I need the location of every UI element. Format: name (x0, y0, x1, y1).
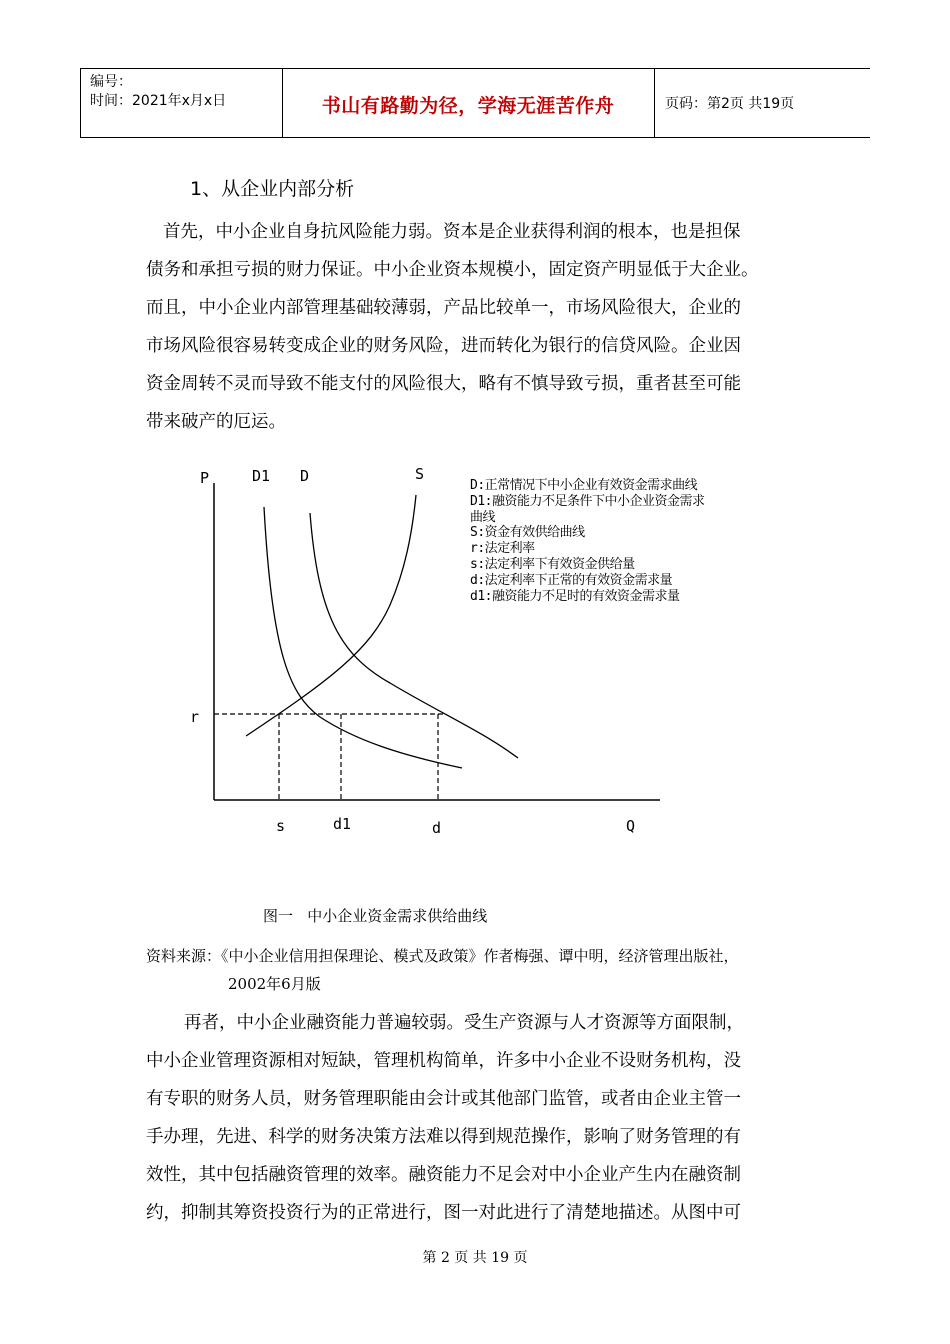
paragraph-line: 而且，中小企业内部管理基础较薄弱，产品比较单一，市场风险很大，企业的 (146, 298, 741, 318)
legend-item: d:法定利率下正常的有效资金需求量 (470, 572, 673, 588)
y-axis-label: P (200, 469, 210, 487)
paragraph-line: 债务和承担亏损的财力保证。中小企业资本规模小，固定资产明显低于大企业。 (146, 260, 759, 280)
d1-tick-label: d1 (333, 815, 352, 833)
paragraph-line: 首先，中小企业自身抗风险能力弱。资本是企业获得利润的根本，也是担保 (163, 222, 741, 242)
date-label: 时间：2021年x月x日 (90, 93, 227, 109)
page-footer: 第 2 页 共 19 页 (422, 1250, 528, 1266)
figure-caption: 图一 中小企业资金需求供给曲线 (263, 907, 488, 925)
paragraph-line: 有专职的财务人员，财务管理职能由会计或其他部门监管，或者由企业主管一 (146, 1089, 741, 1109)
d-tick-label: d (432, 819, 442, 837)
number-label: 编号： (90, 74, 132, 90)
legend-item: S:资金有效供给曲线 (470, 525, 585, 541)
legend-item: D:正常情况下中小企业有效资金需求曲线 (470, 478, 698, 493)
legend-item: d1:融资能力不足时的有效资金需求量 (470, 588, 680, 604)
d1-curve-label: D1 (252, 467, 271, 485)
paragraph-line: 中小企业管理资源相对短缺，管理机构简单，许多中小企业不设财务机构，没 (146, 1051, 741, 1071)
paragraph-line: 效性，其中包括融资管理的效率。融资能力不足会对中小企业产生内在融资制 (146, 1165, 741, 1185)
x-axis-label: Q (626, 817, 636, 835)
d1-curve (264, 507, 462, 768)
legend-item: s:法定利率下有效资金供给量 (470, 556, 635, 572)
legend-item: r:法定利率 (470, 541, 535, 557)
paragraph-line: 再者，中小企业融资能力普遍较弱。受生产资源与人才资源等方面限制， (184, 1013, 744, 1033)
paragraph-line: 手办理，先进、科学的财务决策方法难以得到规范操作，影响了财务管理的有 (146, 1127, 741, 1147)
d-curve-label: D (300, 467, 310, 485)
figure-legend (470, 478, 704, 604)
legend-item: 曲线 (470, 509, 496, 525)
s-curve (246, 495, 416, 736)
s-tick-label: s (276, 817, 286, 835)
r-tick-label: r (190, 708, 200, 726)
paragraph-line: 带来破产的厄运。 (146, 412, 286, 432)
header-meta (90, 73, 226, 111)
s-curve-label: S (415, 465, 425, 483)
paragraph-line: 市场风险很容易转变成企业的财务风险，进而转化为银行的信贷风险。企业因 (146, 336, 741, 356)
paragraph-line: 约，抑制其筹资投资行为的正常进行，图一对此进行了清楚地描述。从图中可 (146, 1203, 741, 1223)
legend-item: D1:融资能力不足条件下中小企业资金需求 (470, 493, 705, 509)
paragraph-2 (146, 1004, 810, 1232)
figure-source: 资料来源：《中小企业信用担保理论、模式及政策》作者梅强、谭中明，经济管理出版社， (146, 947, 739, 965)
header-motto: 书山有路勤为径，学海无涯苦作舟 (321, 95, 615, 117)
paragraph-1 (146, 213, 810, 441)
header-page-info: 页码：第2页 共19页 (665, 96, 795, 112)
document-header (80, 68, 870, 138)
section-heading: 1、从企业内部分析 (190, 178, 355, 200)
figure-source-date: 2002年6月版 (228, 975, 321, 993)
paragraph-line: 资金周转不灵而导致不能支付的风险很大，略有不慎导致亏损，重者甚至可能 (146, 374, 741, 394)
